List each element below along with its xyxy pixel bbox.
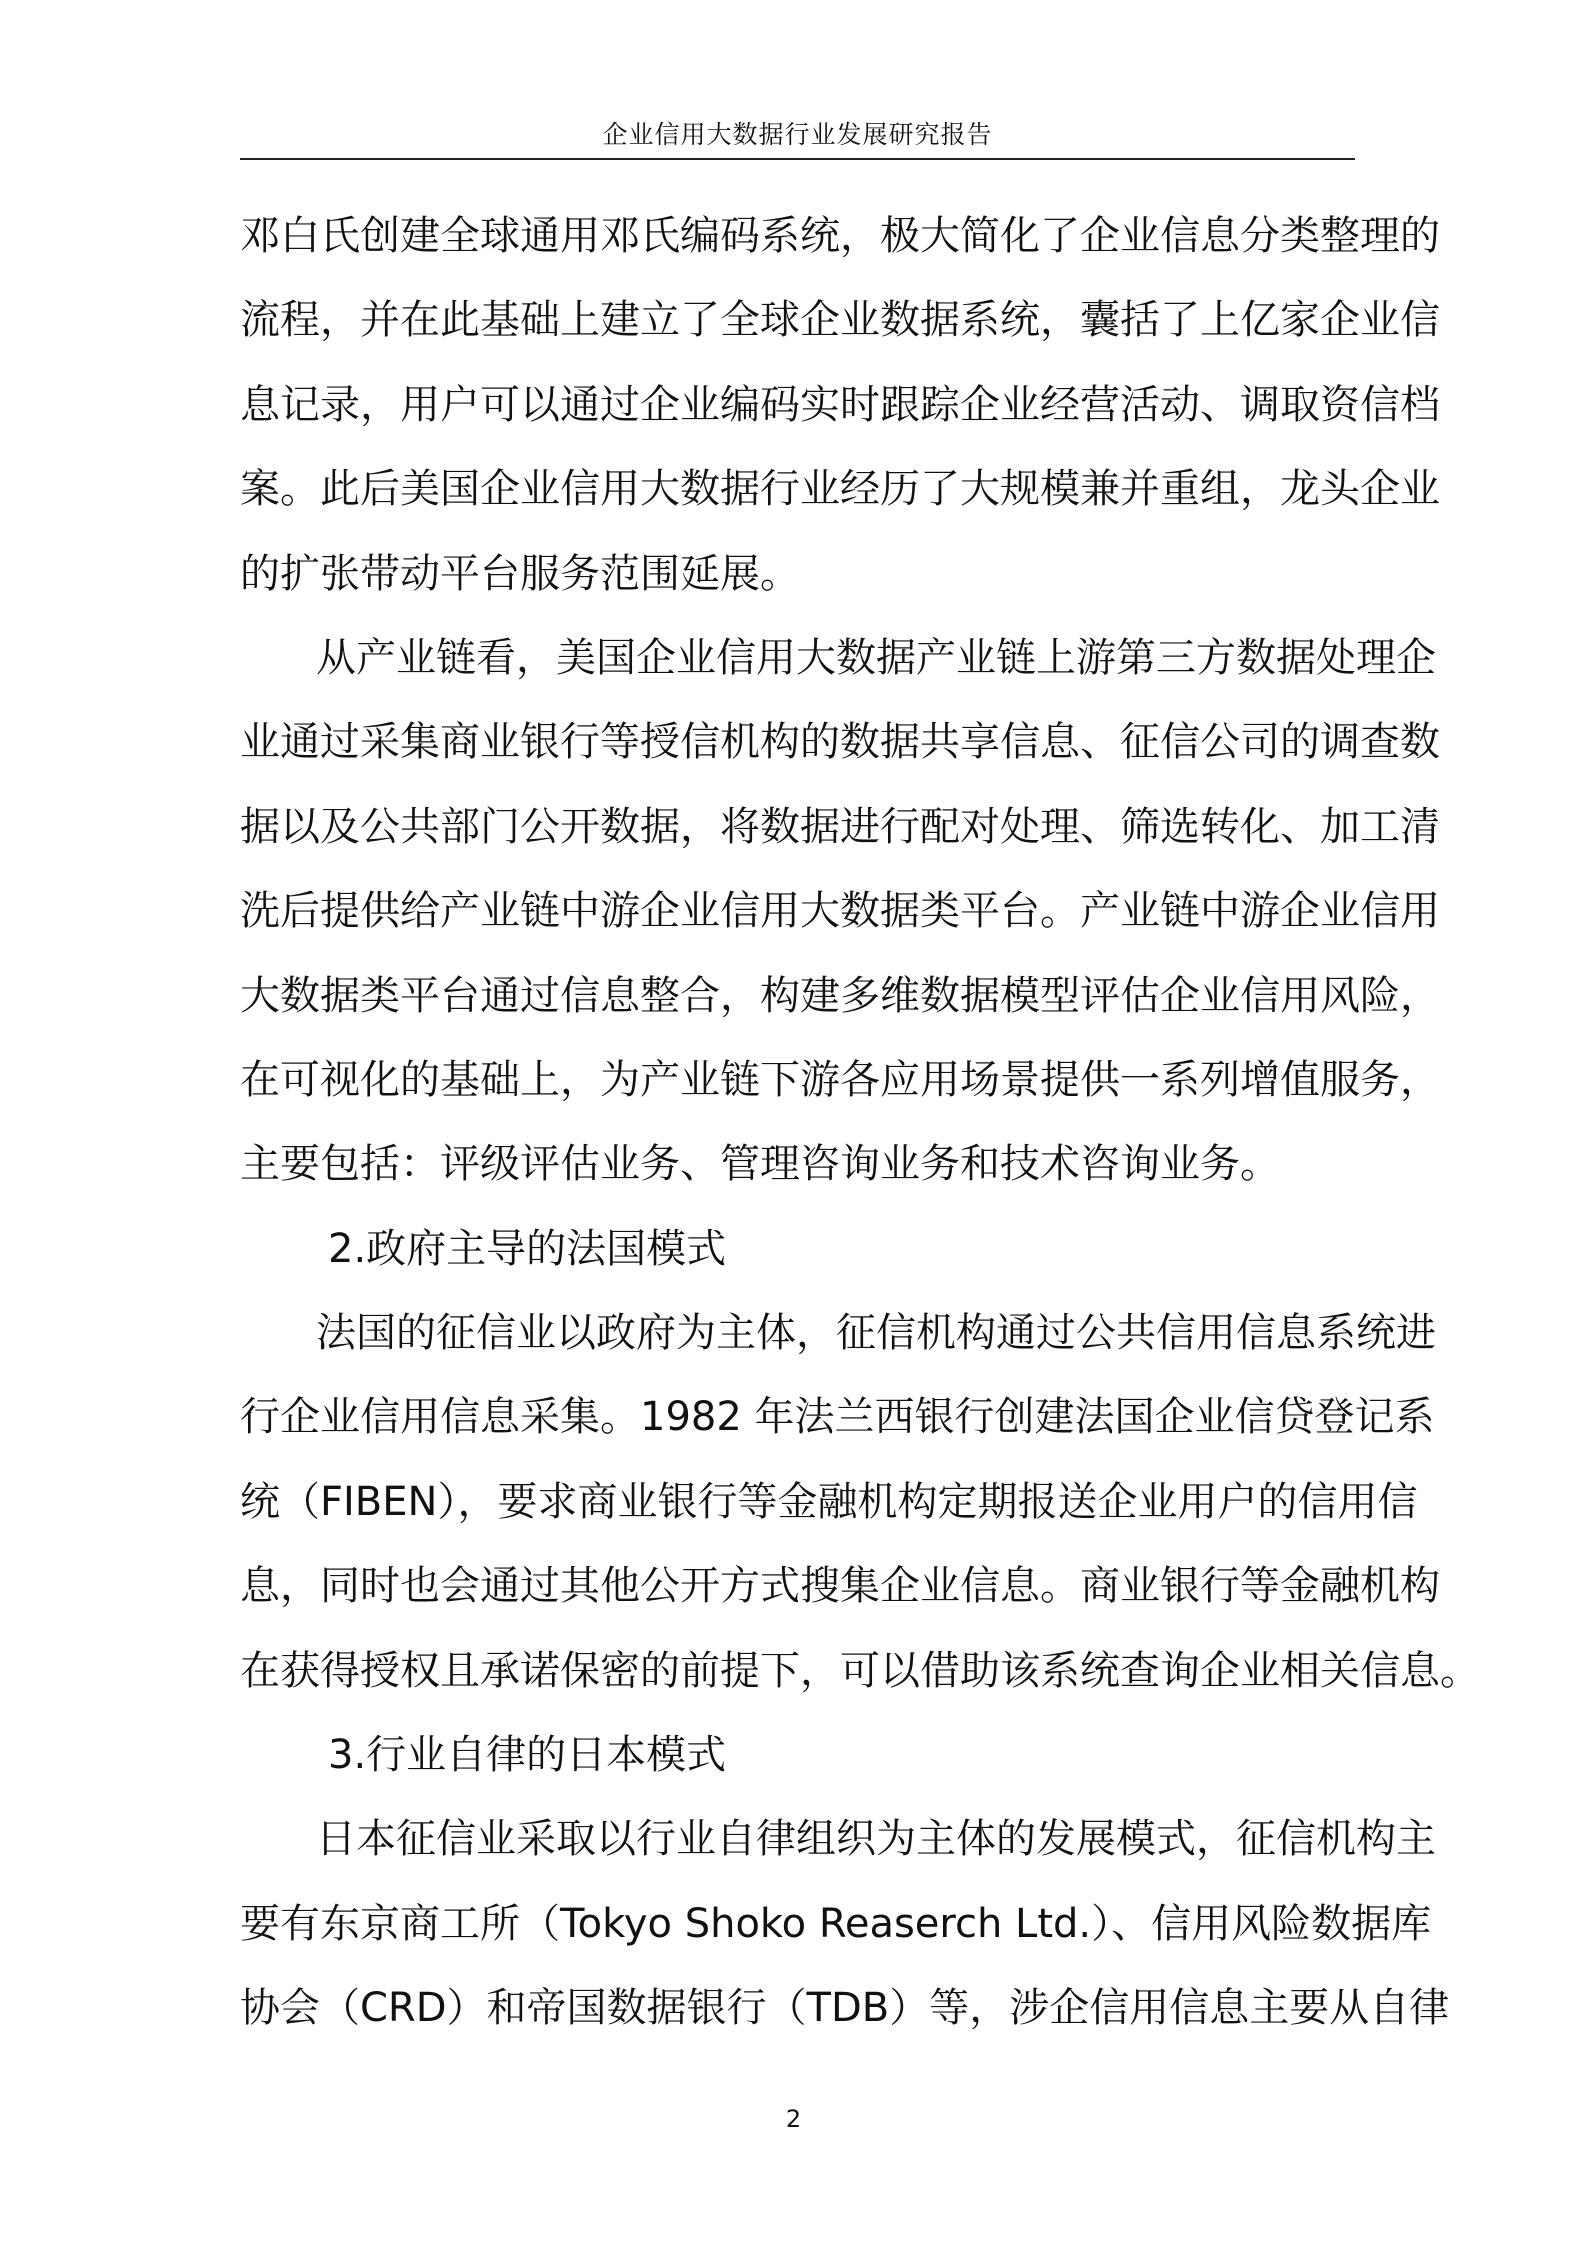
text-line: 业通过采集商业银行等授信机构的数据共享信息、征信公司的调查数 xyxy=(240,719,1440,766)
section-heading: 3.行业自律的日本模式 xyxy=(328,1732,727,1779)
text-line: 据以及公共部门公开数据，将数据进行配对处理、筛选转化、加工清 xyxy=(240,803,1440,850)
text-line: 在可视化的基础上，为产业链下游各应用场景提供一系列增值服务， xyxy=(240,1056,1440,1103)
text-line: 从产业链看，美国企业信用大数据产业链上游第三方数据处理企 xyxy=(316,634,1436,681)
text-line: 在获得授权且承诺保密的前提下，可以借助该系统查询企业相关信息。 xyxy=(240,1647,1480,1694)
text-line: 行企业信用信息采集。1982 年法兰西银行创建法国企业信贷登记系 xyxy=(240,1394,1435,1441)
paragraph xyxy=(240,616,1440,1207)
text-line: 要有东京商工所（Tokyo Shoko Reaserch Ltd.）、信用风险数据库 xyxy=(240,1900,1432,1947)
running-header: 企业信用大数据行业发展研究报告 xyxy=(602,120,993,149)
text-line: 息记录，用户可以通过企业编码实时跟踪企业经营活动、调取资信档 xyxy=(240,381,1440,428)
text-line: 邓白氏创建全球通用邓氏编码系统，极大简化了企业信息分类整理的 xyxy=(240,213,1440,259)
text-line: 统（FIBEN），要求商业银行等金融机构定期报送企业用户的信用信 xyxy=(240,1478,1418,1525)
header-divider xyxy=(240,158,1355,160)
text-line: 案。此后美国企业信用大数据行业经历了大规模兼并重组，龙头企业 xyxy=(240,466,1440,513)
text-line: 大数据类平台通过信息整合，构建多维数据模型评估企业信用风险， xyxy=(240,972,1440,1019)
paragraph xyxy=(240,194,1440,616)
text-line: 协会（CRD）和帝国数据银行（TDB）等，涉企信用信息主要从自律 xyxy=(240,1985,1450,2032)
text-line: 流程，并在此基础上建立了全球企业数据系统，囊括了上亿家企业信 xyxy=(240,297,1440,344)
paragraph xyxy=(240,1291,1480,1713)
text-line: 主要包括：评级评估业务、管理咨询业务和技术咨询业务。 xyxy=(240,1141,1280,1188)
section-heading: 2.政府主导的法国模式 xyxy=(328,1225,727,1272)
text-line: 法国的征信业以政府为主体，征信机构通过公共信用信息系统进 xyxy=(316,1310,1436,1357)
text-line: 息，同时也会通过其他公开方式搜集企业信息。商业银行等金融机构 xyxy=(240,1563,1440,1610)
text-line: 的扩张带动平台服务范围延展。 xyxy=(240,550,800,597)
paragraph xyxy=(240,1797,1450,2050)
text-line: 日本征信业采取以行业自律组织为主体的发展模式，征信机构主 xyxy=(316,1816,1436,1863)
text-line: 洗后提供给产业链中游企业信用大数据类平台。产业链中游企业信用 xyxy=(240,888,1440,935)
body-text xyxy=(240,194,1480,2051)
page-number: 2 xyxy=(785,2105,802,2133)
